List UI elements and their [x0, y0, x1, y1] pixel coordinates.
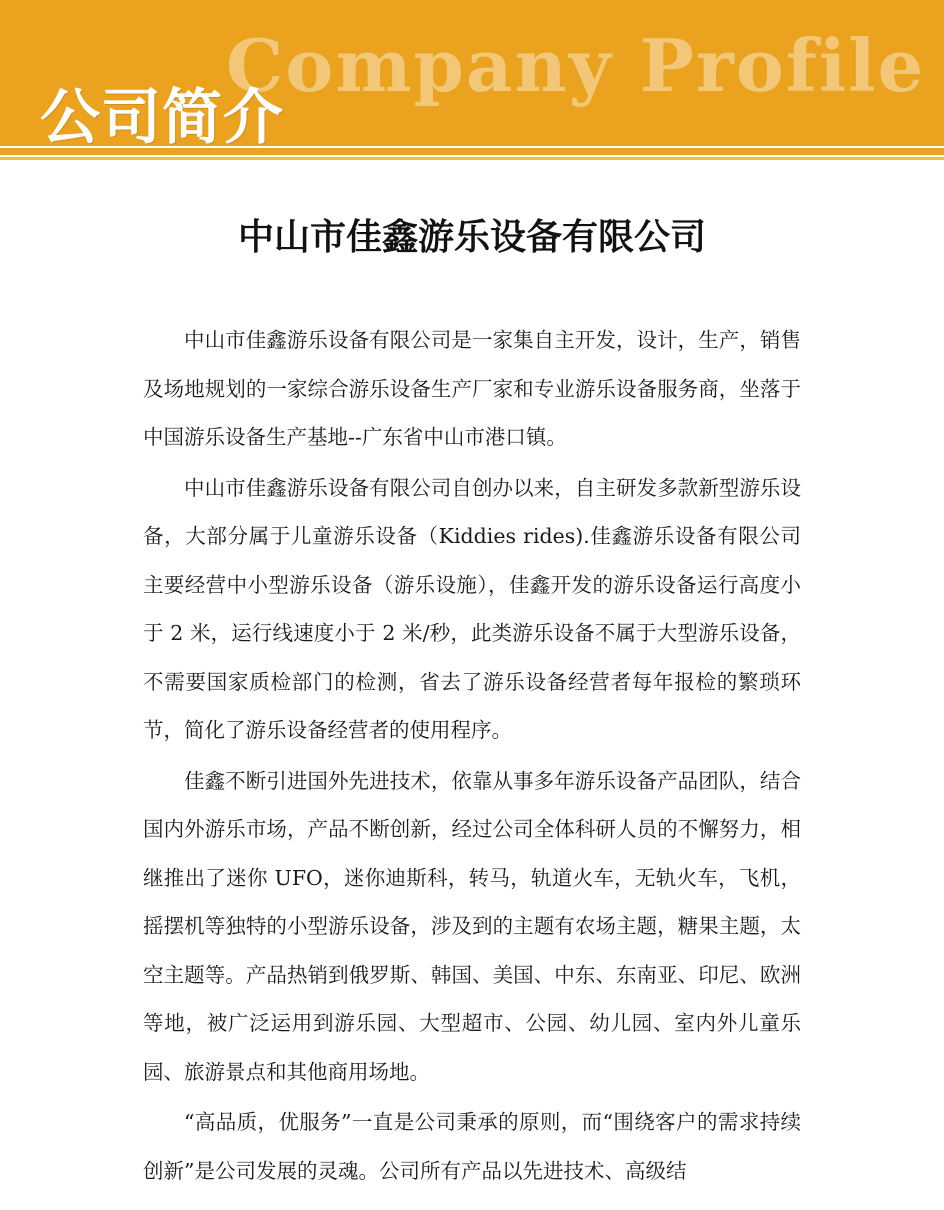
header-divider: [0, 148, 944, 155]
paragraph: “高品质，优服务”一直是公司秉承的原则，而“围绕客户的需求持续创新”是公司发展的灵魂。公司所有产品以先进技术、高级结: [143, 1110, 801, 1183]
paragraph: 佳鑫不断引进国外先进技术，依靠从事多年游乐设备产品团队，结合国内外游乐市场，产品不断创新，经过公司全体科研人员的不懈努力，相继推出了迷你 UFO，迷你迪斯科，转马，轨道火车，无轨火车，飞机，摇摆机等独特的小型游乐设备，涉及到的主题有农场主题，糖果主题，太空主题等。产品热销到俄罗斯、韩国、美国、中东、东南亚、印尼、欧洲等地，被广泛运用到游乐园、大型超市、公园、幼儿园、室内外儿童乐园、旅游景点和其他商用场地。: [143, 768, 801, 1084]
header-title-cn: 公司简介: [40, 83, 284, 146]
paragraph: 中山市佳鑫游乐设备有限公司自创办以来，自主研发多款新型游乐设备，大部分属于儿童游乐设备（Kiddies rides).佳鑫游乐设备有限公司主要经营中小型游乐设备（游乐设施），佳鑫开发的游乐设备运行高度小于 2 米，运行线速度小于 2 米/秒，此类游乐设备不属于大型游乐设备，不需要国家质检部门的检测，省去了游乐设备经营者每年报检的繁琐环节，简化了游乐设备经营者的使用程序。: [143, 475, 801, 742]
header-band: [0, 0, 944, 146]
header-title-en: Company Profile: [226, 23, 926, 108]
paragraph: 中山市佳鑫游乐设备有限公司是一家集自主开发，设计，生产，销售及场地规划的一家综合游乐设备生产厂家和专业游乐设备服务商，坐落于中国游乐设备生产基地--广东省中山市港口镇。: [143, 328, 801, 449]
header-divider-thin: [0, 157, 944, 160]
company-name-title: 中山市佳鑫游乐设备有限公司: [237, 217, 706, 258]
profile-text: [143, 316, 801, 1197]
